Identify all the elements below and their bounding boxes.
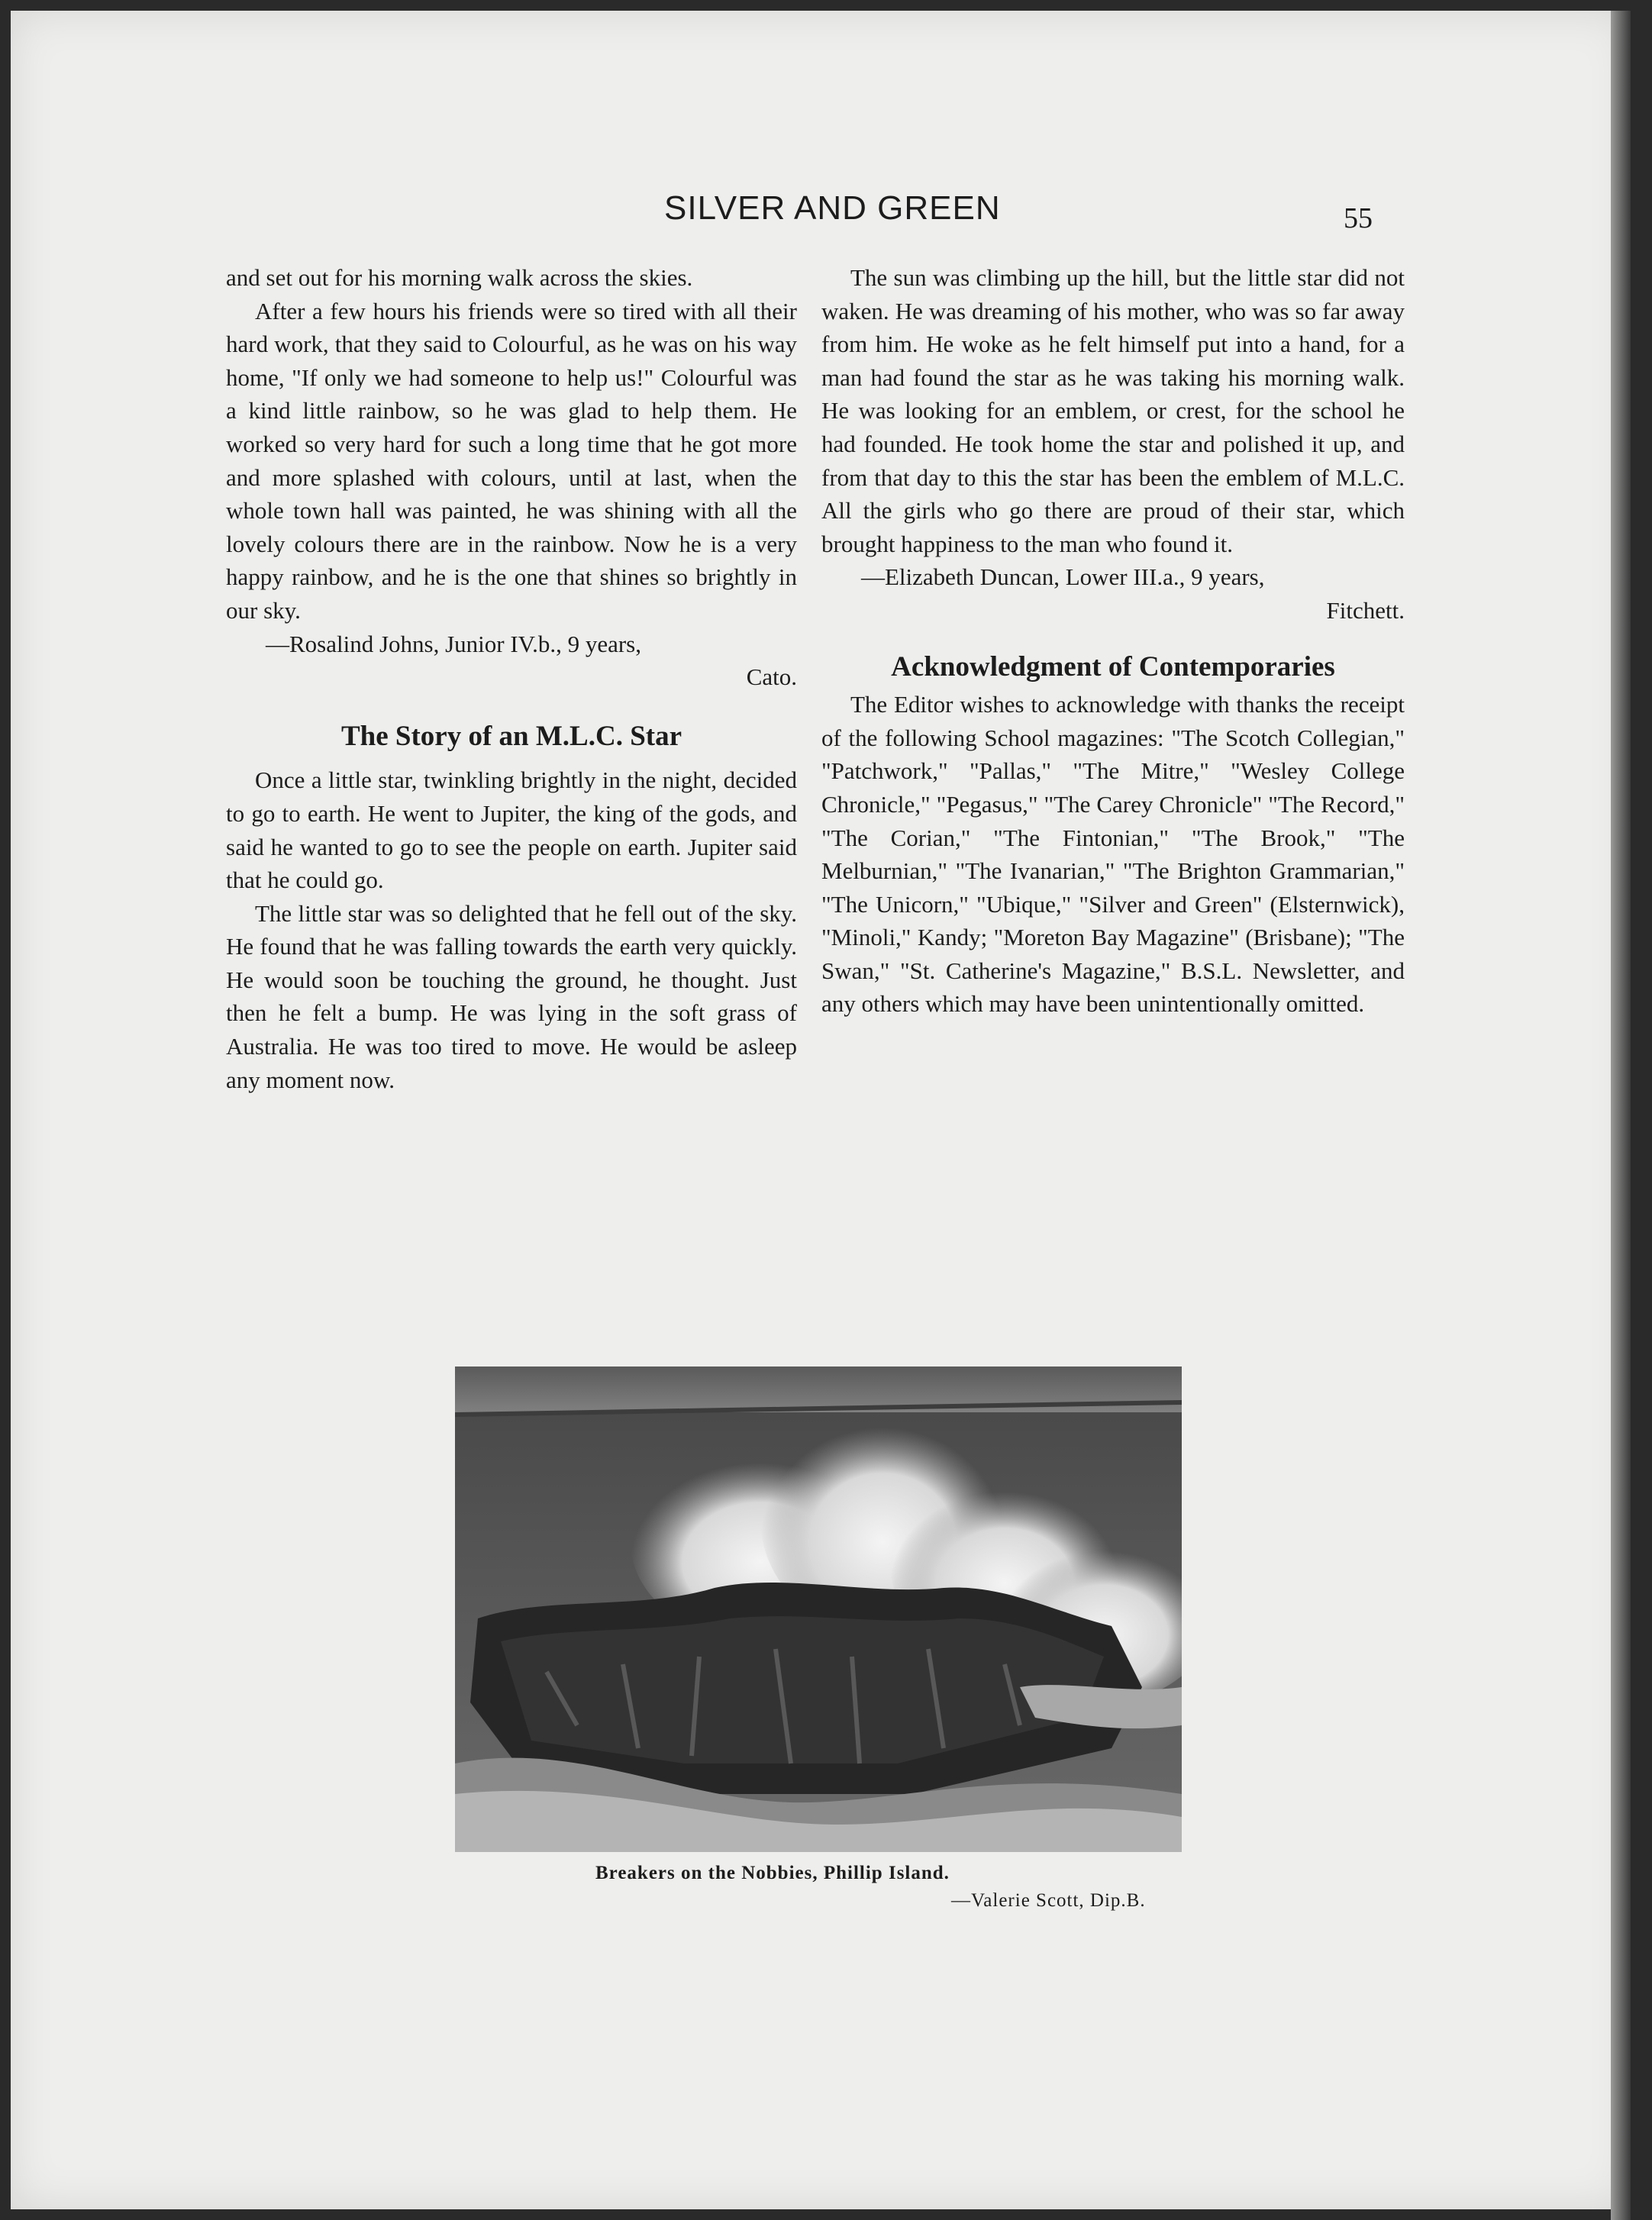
magazine-title: SILVER AND GREEN bbox=[664, 189, 1001, 227]
rainbow-paragraph-1: and set out for his morning walk across the skies. bbox=[226, 264, 693, 291]
story-paragraph-1: Once a little star, twinkling brightly in the night, decided to go to earth. He went to Jupiter, the king of the gods, and said he wanted to go to see the people on earth. Jupiter said that he could go. bbox=[226, 766, 797, 894]
rainbow-paragraph-2: After a few hours his friends were so tired with all their hard work, that they said to Colourful, as he was on his way home, "If only we had someone to help us!" Colourful was a kind little rainbow, so he was glad to help them. He worked so very hard for such a long time that he got more and more splashed with colours, until at last, when the whole town hall was painted, he was shining with all the lovely colours there are in the rainbow. Now he is a very happy rainbow, and he is the one that shines so brightly in our sky. bbox=[226, 297, 797, 624]
page-number: 55 bbox=[1344, 202, 1373, 234]
rainbow-signature-place: Cato. bbox=[746, 663, 797, 691]
right-column bbox=[821, 261, 1405, 1021]
left-column bbox=[226, 261, 797, 1096]
story-heading: The Story of an M.L.C. Star bbox=[340, 720, 682, 752]
acknowledgment-paragraph: The Editor wishes to acknowledge with thanks the receipt of the following School magazines: "The Scotch Collegian," "Patchwork," "Pallas," "The Mitre," "Wesley College Chronicle," "Pegasus," "The Carey Chronicle" "The Record," "The Corian," "The Fintonian," "The Brook," "The Melburnian," "The Ivanarian," "The Brighton Grammarian," "The Unicorn," "Ubique," "Silver and Green" (Elsternwick), "Minoli," Kandy; "Moreton Bay Magazine" (Brisbane); "The Swan," "St. Catherine's Magazine," B.S.L. Newsletter, and any others which may have been unintentionally omitted. bbox=[821, 691, 1405, 1018]
rainbow-signature: —Rosalind Johns, Junior IV.b., 9 years, bbox=[266, 630, 641, 657]
story-signature-place: Fitchett. bbox=[1326, 596, 1405, 624]
story-paragraph-3: The sun was climbing up the hill, but the little star did not waken. He was dreaming of his mother, who was so far away from him. He woke as he felt himself put into a hand, for a man had found the star as he was taking his morning walk. He was looking for an emblem, or crest, for the school he had founded. He took home the star and polished it up, and from that day to this the star has been the emblem of M.L.C. All the girls who go there are proud of their star, which brought happiness to the man who found it. bbox=[821, 264, 1405, 557]
photo-caption: Breakers on the Nobbies, Phillip Island. bbox=[595, 1863, 950, 1883]
acknowledgment-heading: Acknowledgment of Contemporaries bbox=[891, 650, 1335, 682]
story-paragraph-2: The little star was so delighted that he fell out of the sky. He found that he was falling towards the earth very quickly. He would soon be touching the ground, he thought. Just then he felt a bump. He was lying in the soft grass of Australia. He was too tired to move. He would be asleep any moment now. bbox=[226, 899, 797, 1093]
breakers-photo-image bbox=[455, 1367, 1182, 1852]
story-signature: —Elizabeth Duncan, Lower III.a., 9 years, bbox=[861, 563, 1265, 591]
page-spine-shadow bbox=[1611, 11, 1631, 2220]
breakers-photo bbox=[455, 1367, 1182, 1852]
running-header bbox=[0, 189, 1652, 235]
photo-credit: —Valerie Scott, Dip.B. bbox=[951, 1890, 1146, 1911]
